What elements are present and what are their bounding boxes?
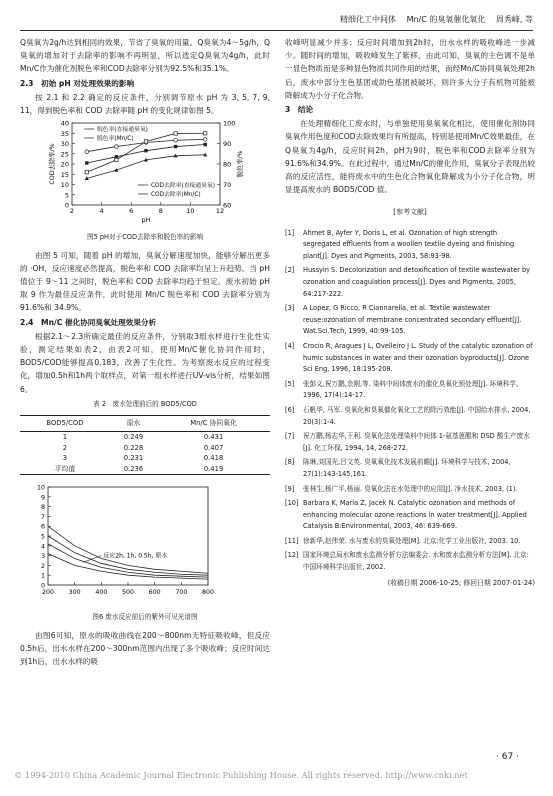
y-tick-label: 10 xyxy=(36,484,45,492)
table-row xyxy=(20,443,270,454)
table-cell: 0.231 xyxy=(123,454,144,463)
x-tick-label: 800 xyxy=(201,589,215,597)
reference-text: 祝万鹏,杨志华,王利. 臭氧化法处理染料中间体 1-氨基蒽醌和 DSD 酸生产废水[J]. 化工环保, 1994, 14, 268-272. xyxy=(303,432,530,452)
y-right-tick-label: 70 xyxy=(223,181,232,190)
x-tick-label: 8 xyxy=(158,207,163,216)
references-title: [参考文献] xyxy=(393,208,427,217)
x-tick-label: 12 xyxy=(215,207,225,216)
paragraph: Q臭氧为2g/h达到相同的效果，节省了臭氧的用量。Q臭氧为4～5g/h，Q臭氧的增加对于去除率的影响不再明显，所以选定Q臭氧为4g/h，此时Mn/C作为催化剂脱色率和COD去除率分别为92.5%和35.1%。 xyxy=(20,38,270,74)
reference-text: 徐新华,赵伟荣. 水与废水的臭氧处理[M]. 北京:化学工业出版社, 2003. 10. xyxy=(303,536,521,545)
table-cell: 0.236 xyxy=(110,464,157,475)
data-point xyxy=(115,145,119,149)
copyright-footer: © 1994-2010 China Academic Journal Electronic Publishing House. All rights reserved. http://www.cnki.net xyxy=(14,770,468,780)
reference-number: [4] xyxy=(285,341,295,350)
reference-item xyxy=(285,303,535,338)
table-cell: 0.228 xyxy=(123,443,144,452)
reference-text: A Lopez, G Ricco, R Ciannarella, et al. Textile wastewater reuse:ozonation of membrane concentrated secondary effluent[J]. Wat.Sci.Tech, 1999, 40:99-105. xyxy=(303,304,522,336)
data-point xyxy=(174,145,177,148)
figure-6-chart xyxy=(20,481,270,605)
data-point xyxy=(174,132,177,135)
legend-label: 脱色率(Mn/C) xyxy=(97,136,134,143)
reference-text: 国家环境总局水和废水监测分析方法编委会. 水和废水监测分析方法[M]. 北京:中国环境科学出版社, 2002. xyxy=(303,551,529,572)
y-tick-label: 35 xyxy=(60,129,69,138)
x-tick-label: 300 xyxy=(68,589,81,597)
reference-text: 张彭义,祝万鹏,余刚,等. 染料中间体废水的催化臭氧化预处理[J]. 环境科学, 1996, 17(4):14-17. xyxy=(303,379,519,400)
section-heading: 2.3 初始 pH 对处理效果的影响 xyxy=(20,78,135,88)
y-tick-label: 0 xyxy=(64,201,69,210)
reference-text: Ahmet B, Ayfer Y, Doris L, et al. Ozonation of high strength segregated effluents from a woollen textile dyeing and finishing plant[J]. Dyes and Pigments, 2003, 58:93-98. xyxy=(303,228,515,260)
reference-item xyxy=(285,536,535,548)
paragraph: 收峰明显减少并多；反应时间增加到2h时，出水水样的吸收峰进一步减少。随时间的增加，吸收峰发生了紫移。由此可知，臭氧的主色调不是单一显色物质而是多种显色物质共同作用的结果，而经Mn/C协同臭氧处理2h后，废水中部分生色基团或助色基团被破坏，则许多大分子有机物可能被降解成为小分子化合物。 xyxy=(285,38,535,100)
x-tick-label: 10 xyxy=(186,207,195,216)
y-tick-label: 5 xyxy=(40,533,45,541)
y-tick-label: 30 xyxy=(60,140,69,149)
reference-number: [1] xyxy=(285,228,295,237)
y-tick-label: 25 xyxy=(60,150,69,159)
y-tick-label: 3 xyxy=(40,553,45,561)
right-column xyxy=(285,36,535,590)
table-header: BOD5/COD xyxy=(20,416,110,432)
reference-item xyxy=(285,341,535,376)
reference-text: 石帆华, 马军. 臭氧化和臭氧催化氧化工艺的除污效能[J]. 中国给水排水, 2004, 20(3):1-4. xyxy=(303,405,531,426)
reference-number: [11] xyxy=(285,536,299,545)
reference-item xyxy=(285,550,535,573)
y-tick-label: 5 xyxy=(64,191,69,200)
authors: 周秀峰, 等 xyxy=(495,15,533,24)
table-cell: 平均值 xyxy=(20,464,110,475)
legend-label: COD去除率(直接通臭氧) xyxy=(151,183,215,190)
reference-item xyxy=(285,498,535,533)
plot-frame xyxy=(48,487,208,585)
paragraph: 根据2.1～2.3所确定最佳的反应条件，分别取3组水样进行生化性实验，测定结果如表2，由表2可知，使用Mn/C催化协同作用时，BOD5/COD能够提高0.183，改善了生化性。为考察废水反应的过程变化，增加0.5h和1h两个取样点，对第一组水样进行UV-vis分析，结果如图6。 xyxy=(20,331,270,394)
figure-5-caption: 图5 pH对于COD去除率和脱色率的影响 xyxy=(86,233,204,242)
reference-number: [9] xyxy=(285,484,295,493)
table-cell: 2 xyxy=(62,443,68,452)
table-cell: 0.431 xyxy=(203,433,224,442)
table-header: Mn/C 协同氧化 xyxy=(157,416,270,432)
y-right-tick-label: 90 xyxy=(223,140,232,149)
reference-item xyxy=(285,265,535,300)
table-row xyxy=(20,432,270,443)
y-tick-label: 9 xyxy=(40,494,45,502)
reference-number: [12] xyxy=(285,551,299,560)
reference-number: [8] xyxy=(285,458,295,467)
reference-item xyxy=(285,484,535,496)
table-cell: 0.418 xyxy=(203,454,224,463)
y-tick-label: 1 xyxy=(40,572,45,580)
data-point xyxy=(144,149,147,152)
table-header: 原水 xyxy=(110,416,157,432)
data-point xyxy=(204,143,207,146)
paragraph: 由图6可知，原水的吸收曲线在200～800nm无特征吸收峰，但反应0.5h后，出水水样在200～300nm范围内出现了多个吸收峰；反应时间达到1h后，出水水样的吸 xyxy=(20,630,270,667)
reference-item xyxy=(285,457,535,480)
x-tick-label: 200 xyxy=(41,589,55,597)
reference-number: [2] xyxy=(285,266,295,275)
data-point xyxy=(203,138,207,142)
reference-text: 张林生,杨广平,杨丽. 臭氧化法在水处理中的应用[J]. 净水技术, 2003, (1). xyxy=(303,484,518,493)
x-tick-label: 4 xyxy=(99,207,104,216)
y-right-tick-label: 60 xyxy=(223,201,232,210)
x-tick-label: 6 xyxy=(129,207,134,216)
paragraph: 由图 5 可知，随着 pH 的增加，臭氧分解速度加快，能够分解出更多的 ·OH，反应速度必然提高，脱色率和 COD 去除率均呈上升趋势。当 pH 值位于 9～11 之间时，脱色率和 COD 去除率均趋于恒定。废水初始 pH 取 9 作为最佳反应条件，此时使用 Mn/C 脱色率和 COD 去除率分别为 91.6%和 34.9%。 xyxy=(20,250,270,313)
reference-item xyxy=(285,405,535,428)
article-title: Mn/C 的臭氧催化氧化 xyxy=(406,15,486,24)
reference-number: [6] xyxy=(285,405,295,414)
y-tick-label: 7 xyxy=(40,514,45,522)
y-tick-label: 40 xyxy=(60,119,69,128)
reference-item xyxy=(285,379,535,402)
reference-text: Crocio R, Aragues J L, Ovelleiro J L. Study of the catalytic ozonation of humic substances in water and their ozonation byproducts[J]. Ozone Sci Eng, 1996, 18:195-208. xyxy=(303,341,533,374)
reference-number: [3] xyxy=(285,304,295,313)
y-tick-label: 2 xyxy=(40,563,45,571)
section-heading: 2.4 Mn/C 催化协同臭氧处理效果分析 xyxy=(20,317,157,327)
x-axis-label: pH xyxy=(141,216,151,225)
page-number: · 67 · xyxy=(496,752,519,762)
data-point xyxy=(115,158,118,161)
reference-number: [7] xyxy=(285,432,295,441)
y-tick-label: 20 xyxy=(60,160,69,169)
y-axis-label: COD去除率/% xyxy=(49,143,56,185)
table-2-title: 表 2 废水处理前后的 BOD5/COD xyxy=(93,399,197,408)
y-tick-label: 8 xyxy=(40,504,45,512)
reference-item xyxy=(285,431,535,454)
x-tick-label: 400 xyxy=(95,589,108,597)
y-tick-label: 6 xyxy=(40,523,45,531)
table-cell: 0.249 xyxy=(123,433,144,442)
data-point xyxy=(85,171,88,174)
series-line xyxy=(48,526,208,573)
reference-text: Barbara K, Maria Z, Jacek N. Catalytic ozonation and methods of enhancing molecular ozone reactions in water treatment[J]. Applied Catalysis B:Environmental, 2003, 46: 639-669. xyxy=(303,499,527,531)
running-header xyxy=(20,14,533,31)
y-tick-label: 0 xyxy=(40,582,45,590)
data-point xyxy=(174,139,178,143)
reference-text: 陈琳,刘国光,吕文英. 臭氧氧化技术发展前瞻[J]. 环境科学与技术, 2004, 27(1):143-145,161. xyxy=(303,458,511,478)
table-2 xyxy=(20,415,270,475)
left-column xyxy=(20,36,270,668)
paragraph: 在处理精细化工废水时，与单独使用臭氧氧化相比，使用催化剂协同臭氧作用色度和COD去除效果均有所提高，特别是使用Mn/C效果最佳，在Q臭氧为4g/h，反应时间2h，pH为9时，脱色率和COD去除率分别为91.6%和34.9%。在此过程中，通过Mn/C的催化作用，臭氧分子表现出较高的反应活性，能将废水中的生色化合物氧化降解成为小分子化合物，明显提高废水的 BOD5/COD 值。 xyxy=(285,119,535,195)
reference-number: [5] xyxy=(285,379,295,388)
journal-name: 精细化工中间体 xyxy=(340,15,397,24)
x-tick-label: 600 xyxy=(148,589,161,597)
table-cell: 3 xyxy=(62,454,68,463)
figure-5-chart xyxy=(20,117,270,225)
reference-list xyxy=(285,228,535,574)
legend-label: 脱色率(直接通臭氧) xyxy=(97,127,148,134)
reference-number: [10] xyxy=(285,499,299,508)
section-heading: 3 结论 xyxy=(285,105,314,115)
annotation-label: 反应2h, 1h, 0.5h, 原水 xyxy=(103,552,168,560)
y-right-tick-label: 80 xyxy=(223,160,232,169)
figure-6-caption: 图6 废水反应前后的紫外可见光谱图 xyxy=(92,613,198,622)
data-point xyxy=(85,150,89,154)
legend-label: COD去除率(Mn/C) xyxy=(151,192,201,199)
y-tick-label: 15 xyxy=(60,170,69,179)
x-tick-label: 700 xyxy=(175,589,188,597)
data-point xyxy=(204,132,207,135)
x-tick-label: 2 xyxy=(69,207,75,216)
table-cell: 1 xyxy=(62,433,68,442)
received-date: (收稿日期 2006-10-25; 修回日期 2007-01-24) xyxy=(387,578,535,587)
x-tick-label: 500 xyxy=(121,589,135,597)
y-right-axis-label: 脱色率/% xyxy=(237,150,244,178)
reference-item xyxy=(285,228,535,263)
data-point xyxy=(144,140,147,143)
table-cell: 0.419 xyxy=(157,464,270,475)
y-right-tick-label: 100 xyxy=(223,119,236,128)
table-row xyxy=(20,464,270,475)
y-tick-label: 10 xyxy=(60,181,69,190)
table-row xyxy=(20,453,270,464)
reference-text: Hussyin S. Decolorization and detoxification of textile wastewater by ozonation and coagulation process[J]. Dyes and Pigments, 2005, 64:217-222. xyxy=(303,266,531,298)
series-line xyxy=(48,544,208,577)
y-tick-label: 4 xyxy=(40,543,45,551)
paragraph: 按 2.1 和 2.2 确定的反应条件，分别调节原水 pH 为 3, 5, 7, 9, 11，得到脱色率和 COD 去除率随 pH 的变化规律如图 5。 xyxy=(20,92,270,116)
table-cell: 0.407 xyxy=(203,443,224,452)
data-point xyxy=(85,161,88,164)
